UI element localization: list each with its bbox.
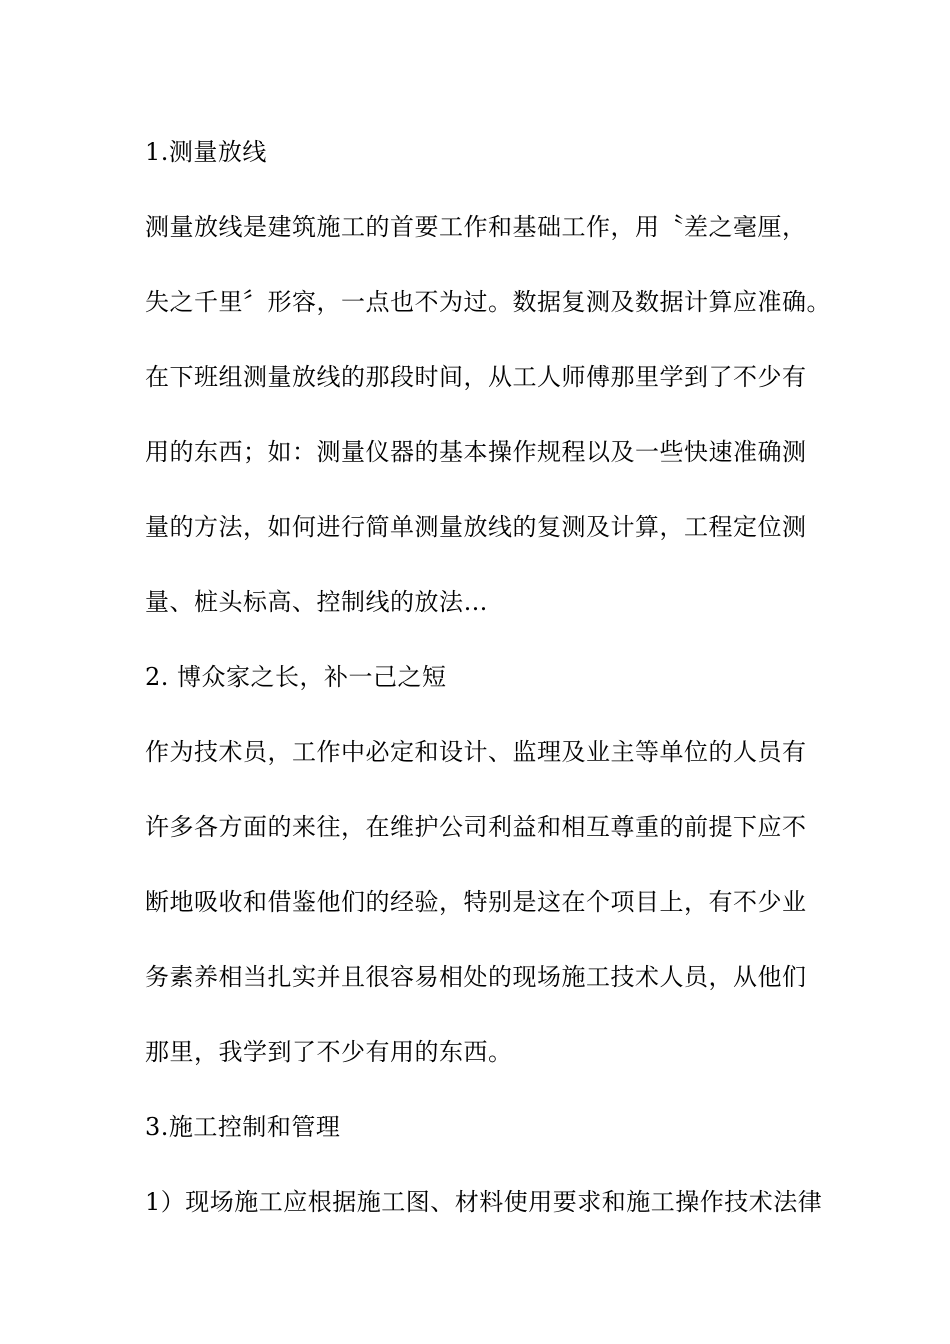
paragraph-line: 许多各方面的来往，在维护公司利益和相互尊重的前提下应不 <box>145 813 807 841</box>
paragraph-line: 在下班组测量放线的那段时间，从工人师傅那里学到了不少有 <box>145 363 807 391</box>
paragraph-line: 那里，我学到了不少有用的东西。 <box>145 1038 513 1066</box>
paragraph-line: 量的方法，如何进行简单测量放线的复测及计算，工程定位测 <box>145 513 807 541</box>
paragraph-line: 务素养相当扎实并且很容易相处的现场施工技术人员，从他们 <box>145 963 807 991</box>
section-heading-3: 3.施工控制和管理 <box>145 1113 341 1141</box>
section-heading-1: 1.测量放线 <box>145 138 267 166</box>
paragraph-line: 测量放线是建筑施工的首要工作和基础工作，用〝差之毫厘， <box>145 213 807 241</box>
section-heading-2: 2. 博众家之长，补一己之短 <box>145 663 447 691</box>
paragraph-line: 用的东西；如：测量仪器的基本操作规程以及一些快速准确测 <box>145 438 807 466</box>
paragraph-line: 断地吸收和借鉴他们的经验，特别是这在个项目上，有不少业 <box>145 888 807 916</box>
paragraph-line: 作为技术员，工作中必定和设计、监理及业主等单位的人员有 <box>145 738 807 766</box>
paragraph-line: 1）现场施工应根据施工图、材料使用要求和施工操作技术法律 <box>145 1188 823 1216</box>
paragraph-line: 量、桩头标高、控制线的放法… <box>145 588 488 616</box>
paragraph-line: 失之千里〞形容，一点也不为过。数据复测及数据计算应准确。 <box>145 288 831 316</box>
